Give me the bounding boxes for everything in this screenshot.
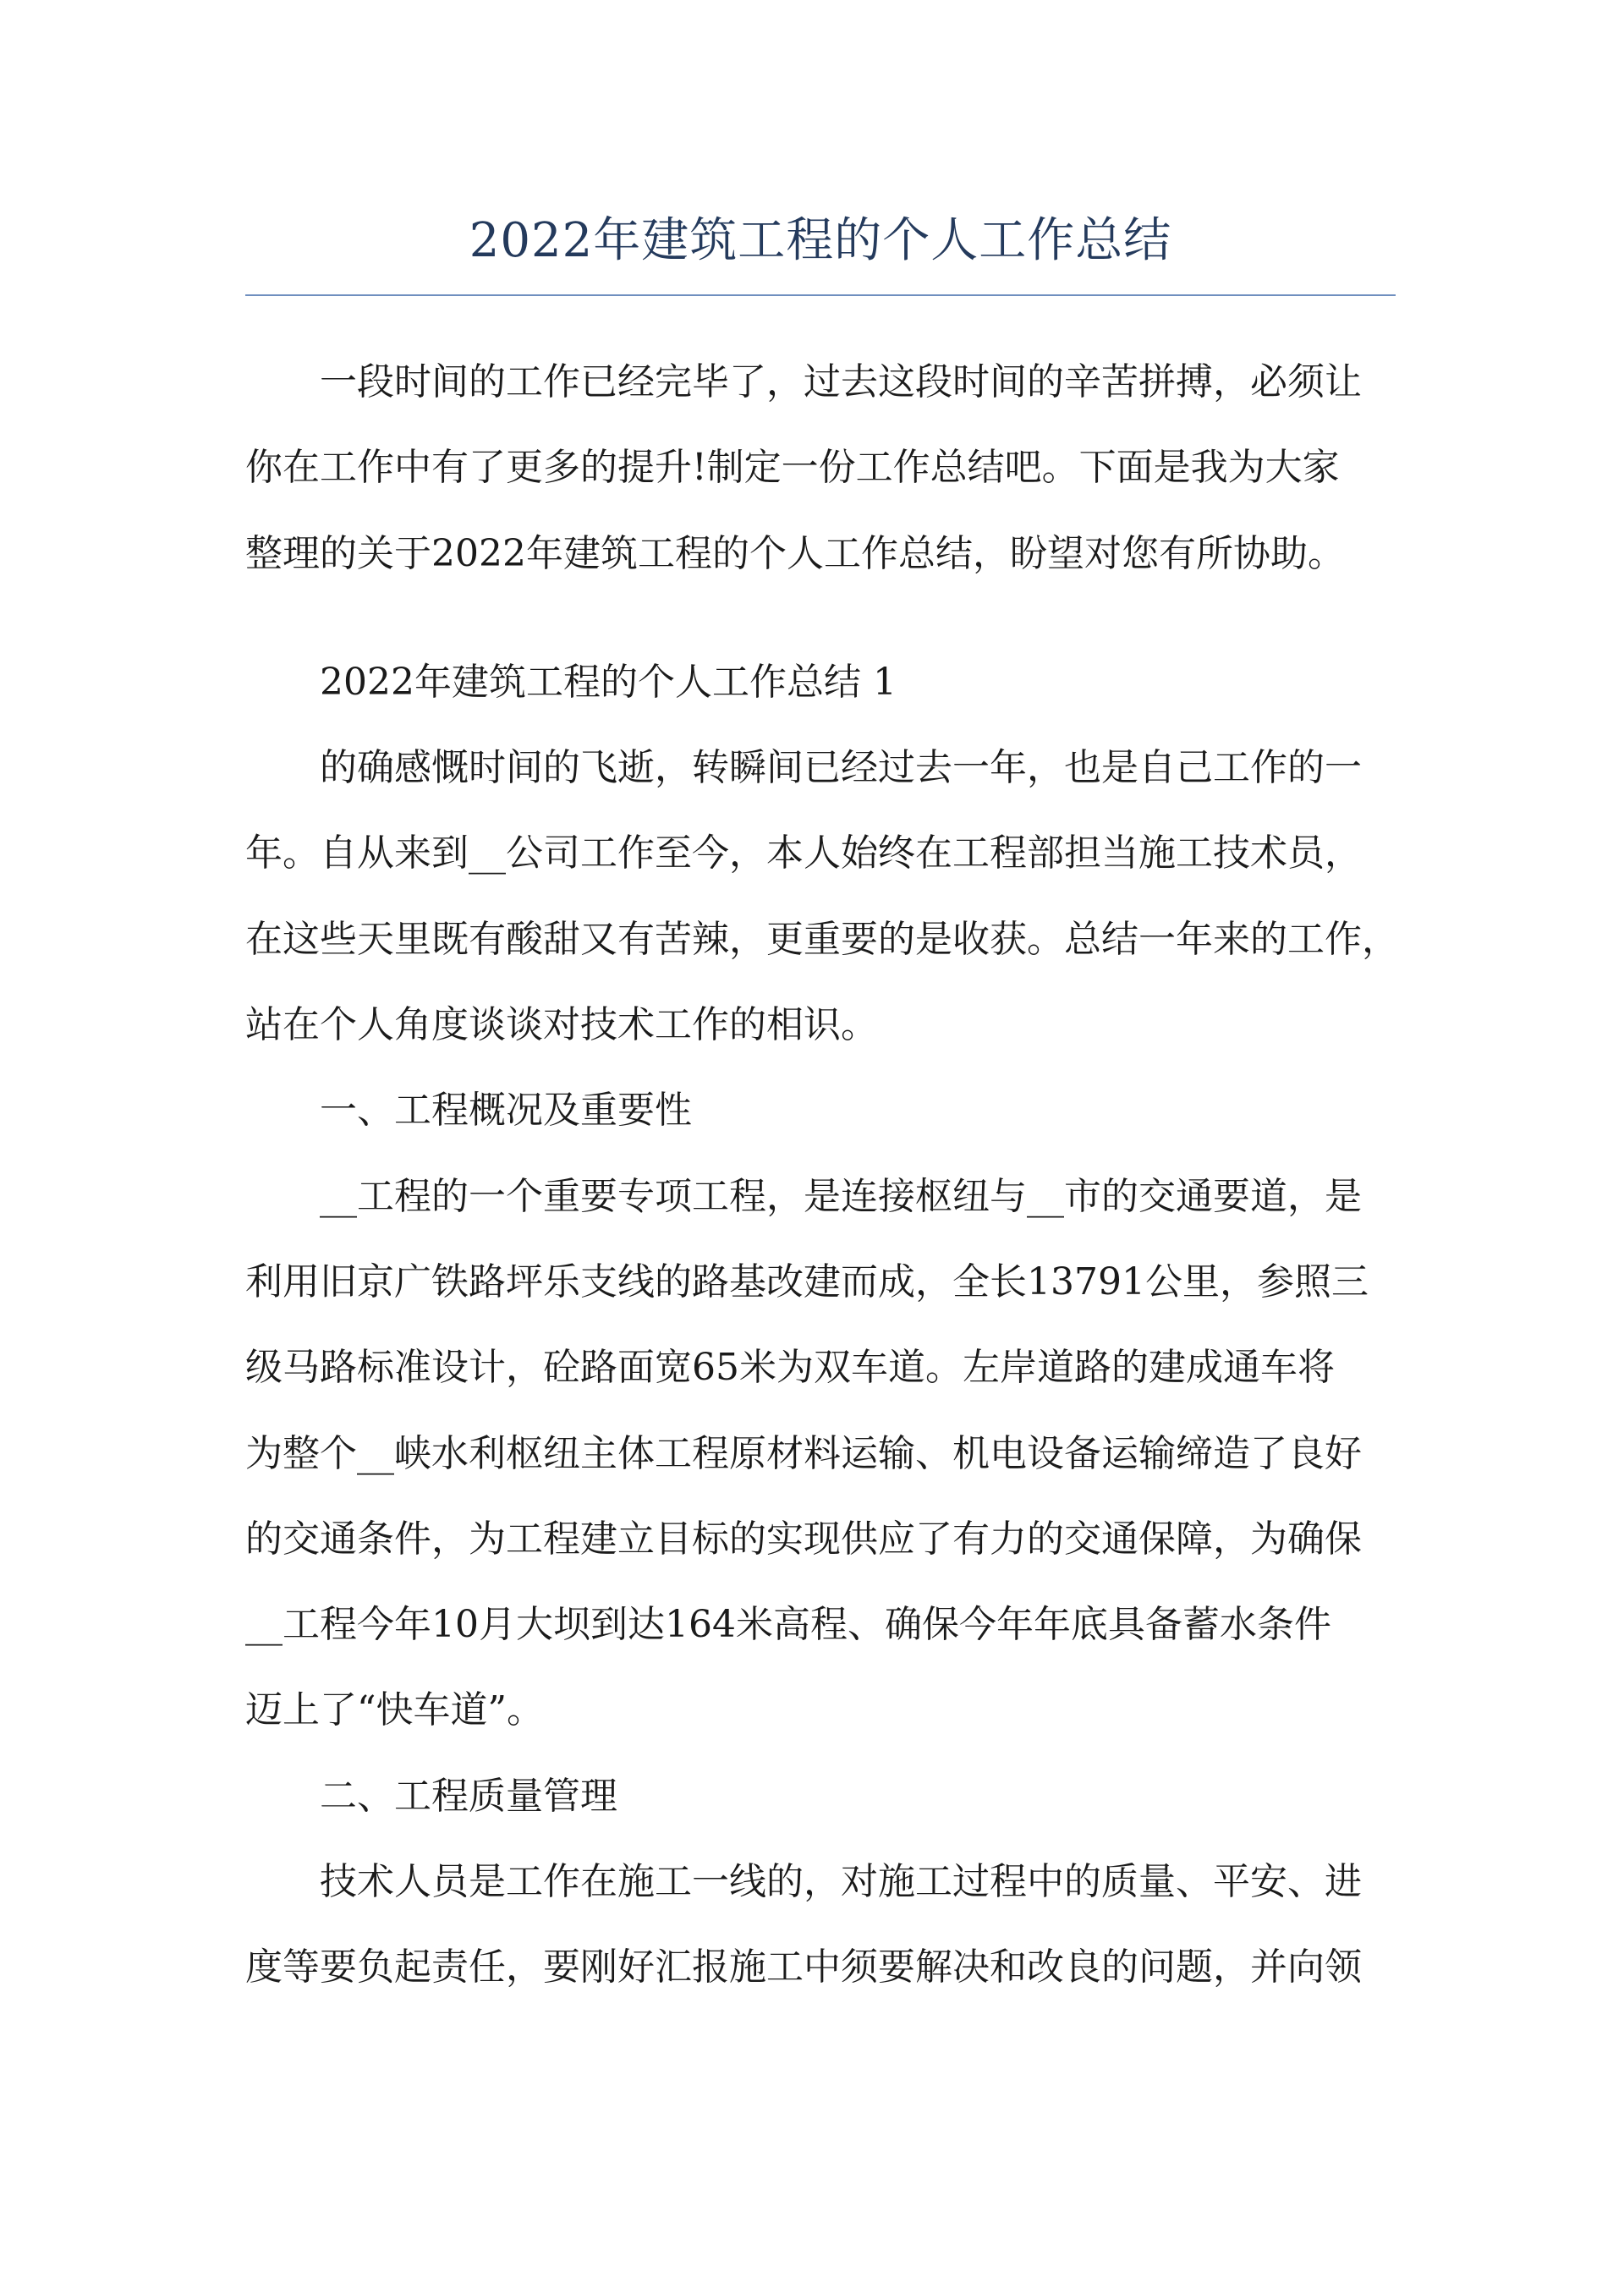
paragraph-line: 技术人员是工作在施工一线的，对施工过程中的质量、平安、进 — [320, 1860, 1362, 1904]
document-title: 2022年建筑工程的个人工作总结 — [469, 213, 1172, 268]
section-heading: 2022年建筑工程的个人工作总结 1 — [320, 660, 897, 704]
paragraph-line: 整理的关于2022年建筑工程的个人工作总结，盼望对您有所协助。 — [245, 531, 1345, 575]
section-heading: 二、工程质量管理 — [320, 1774, 617, 1818]
paragraph-line: 度等要负起责任，要刚好汇报施工中须要解决和改良的问题，并向领 — [245, 1946, 1362, 1989]
paragraph-line: __工程今年10月大坝到达164米高程、确保今年年底具备蓄水条件 — [245, 1603, 1331, 1647]
section-heading: 一、工程概况及重要性 — [320, 1089, 692, 1133]
paragraph-line: 年。自从来到__公司工作至今，本人始终在工程部担当施工技术员， — [245, 831, 1362, 875]
title-divider — [245, 294, 1396, 296]
paragraph-line: 在这些天里既有酸甜又有苦辣，更重要的是收获。总结一年来的工作， — [245, 917, 1399, 961]
paragraph-line: __工程的一个重要专项工程，是连接枢纽与__市的交通要道，是 — [320, 1174, 1362, 1218]
paragraph-line: 级马路标准设计，砼路面宽65米为双车道。左岸道路的建成通车将 — [245, 1346, 1335, 1390]
paragraph-line: 一段时间的工作已经完毕了，过去这段时间的辛苦拼搏，必须让 — [320, 360, 1362, 403]
paragraph-line: 迈上了“快车道”。 — [245, 1688, 544, 1732]
paragraph-line: 你在工作中有了更多的提升!制定一份工作总结吧。下面是我为大家 — [245, 446, 1340, 490]
paragraph-line: 为整个__峡水利枢纽主体工程原材料运输、机电设备运输缔造了良好 — [245, 1431, 1362, 1475]
paragraph-line: 的确感慨时间的飞逝，转瞬间已经过去一年，也是自己工作的一 — [320, 746, 1362, 790]
paragraph-line: 站在个人角度谈谈对技术工作的相识。 — [245, 1003, 878, 1047]
paragraph-line: 的交通条件，为工程建立目标的实现供应了有力的交通保障，为确保 — [245, 1517, 1362, 1561]
paragraph-line: 利用旧京广铁路坪乐支线的路基改建而成，全长13791公里，参照三 — [245, 1260, 1369, 1303]
document-body — [245, 348, 1408, 2020]
blank-line — [245, 606, 1408, 649]
